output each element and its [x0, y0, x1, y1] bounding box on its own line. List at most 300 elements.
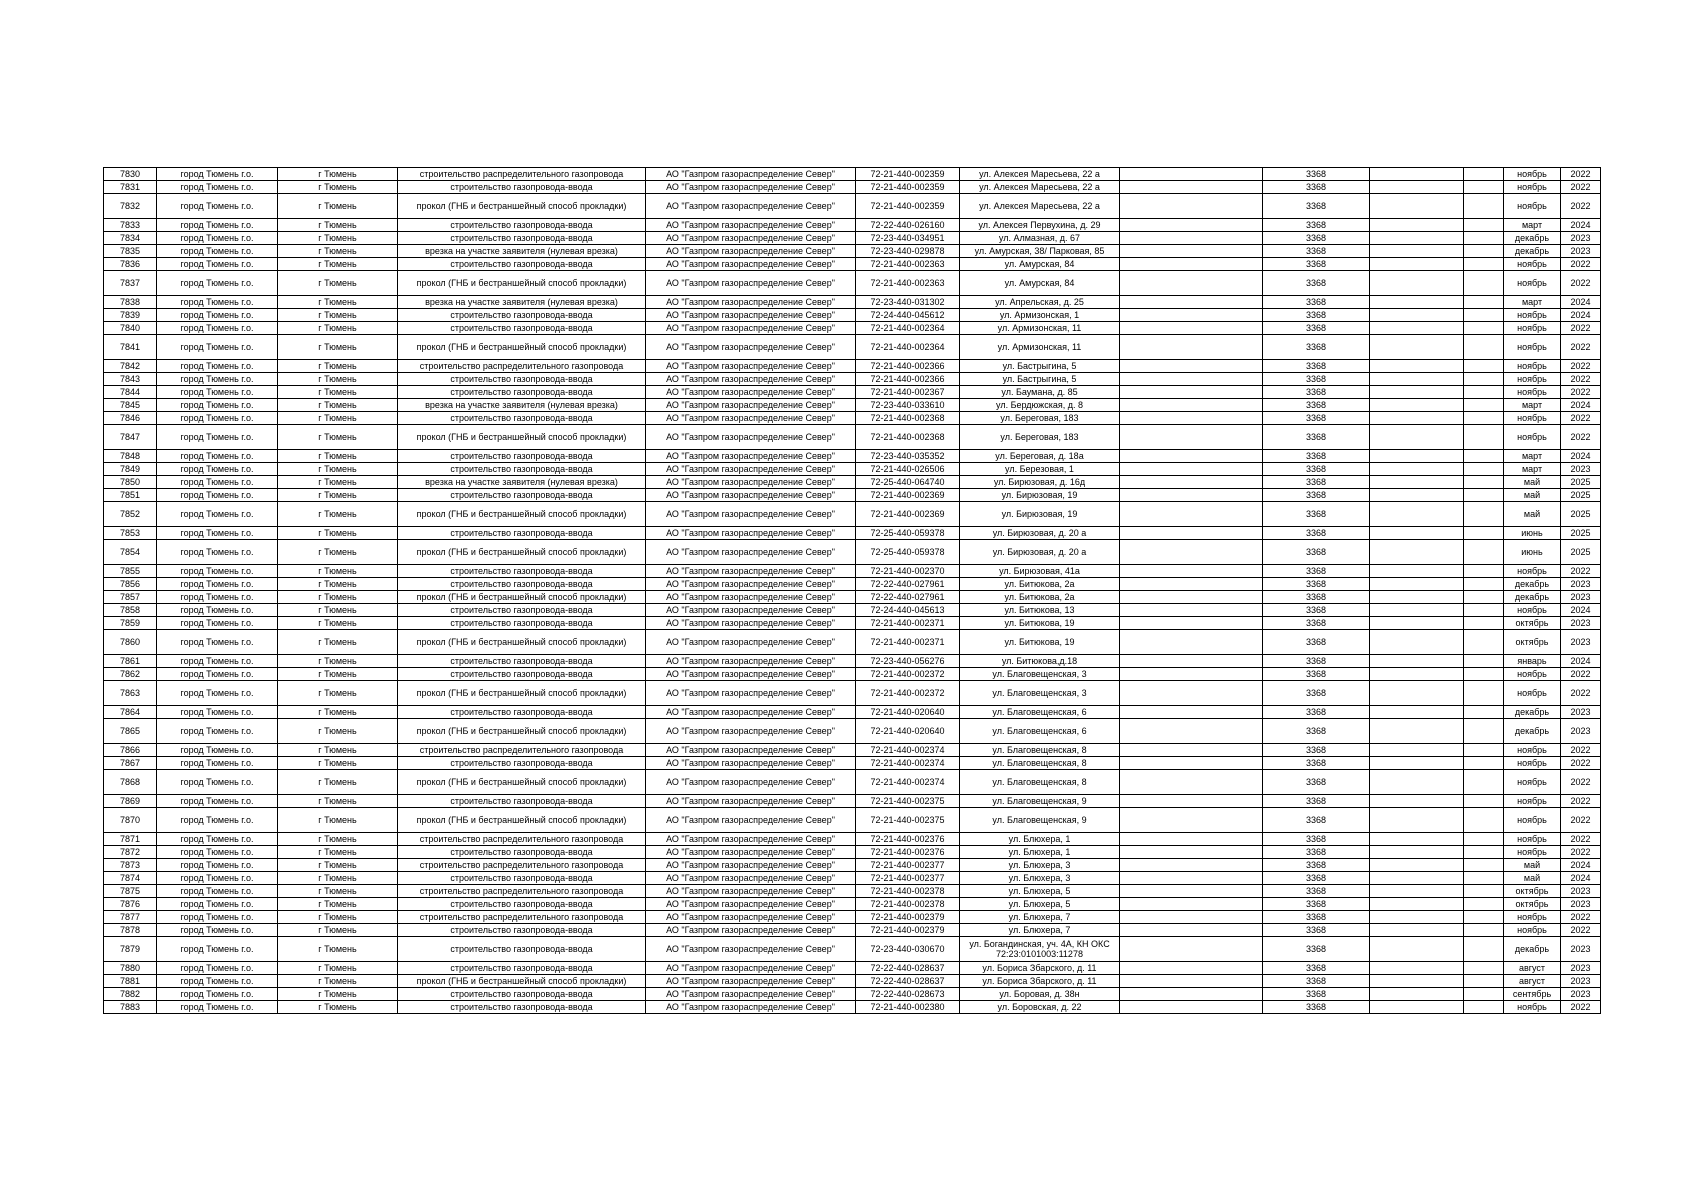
address-cell: ул. Благовещенская, 8	[960, 770, 1120, 795]
address-cell: ул. Амурская, 84	[960, 271, 1120, 296]
municipality-cell: город Тюмень г.о.	[157, 975, 278, 988]
municipality-cell: город Тюмень г.о.	[157, 630, 278, 655]
data-table	[103, 167, 1601, 1014]
table-row	[104, 706, 1601, 719]
empty-cell	[1120, 795, 1263, 808]
object-code-cell: 72-21-440-002371	[856, 630, 960, 655]
region-code-cell: 3368	[1263, 975, 1370, 988]
region-code-cell: 3368	[1263, 360, 1370, 373]
empty-cell	[1464, 795, 1504, 808]
region-code-cell: 3368	[1263, 591, 1370, 604]
empty-cell	[1370, 360, 1464, 373]
empty-cell	[1370, 271, 1464, 296]
work-type-cell: строительство газопровода-ввода	[398, 565, 646, 578]
table-row	[104, 833, 1601, 846]
year-cell: 2023	[1561, 706, 1601, 719]
municipality-cell: город Тюмень г.о.	[157, 911, 278, 924]
empty-cell	[1370, 578, 1464, 591]
organization-cell: АО "Газпром газораспределение Север"	[646, 770, 856, 795]
organization-cell: АО "Газпром газораспределение Север"	[646, 630, 856, 655]
empty-cell	[1120, 833, 1263, 846]
settlement-cell: г Тюмень	[278, 872, 398, 885]
table-row	[104, 425, 1601, 450]
work-type-cell: строительство газопровода-ввода	[398, 489, 646, 502]
work-type-cell: прокол (ГНБ и бестраншейный способ прокладки)	[398, 271, 646, 296]
year-cell: 2022	[1561, 258, 1601, 271]
empty-cell	[1464, 591, 1504, 604]
work-type-cell: строительство газопровода-ввода	[398, 258, 646, 271]
row-number-cell: 7850	[104, 476, 157, 489]
organization-cell: АО "Газпром газораспределение Север"	[646, 309, 856, 322]
empty-cell	[1120, 540, 1263, 565]
address-cell: ул. Блюхера, 1	[960, 833, 1120, 846]
table-row	[104, 271, 1601, 296]
row-number-cell: 7836	[104, 258, 157, 271]
empty-cell	[1464, 168, 1504, 181]
address-cell: ул. Алмазная, д. 67	[960, 232, 1120, 245]
empty-cell	[1370, 476, 1464, 489]
municipality-cell: город Тюмень г.о.	[157, 399, 278, 412]
organization-cell: АО "Газпром газораспределение Север"	[646, 924, 856, 937]
empty-cell	[1370, 194, 1464, 219]
year-cell: 2022	[1561, 181, 1601, 194]
table-row	[104, 181, 1601, 194]
work-type-cell: строительство газопровода-ввода	[398, 655, 646, 668]
settlement-cell: г Тюмень	[278, 335, 398, 360]
row-number-cell: 7839	[104, 309, 157, 322]
row-number-cell: 7831	[104, 181, 157, 194]
row-number-cell: 7835	[104, 245, 157, 258]
organization-cell: АО "Газпром газораспределение Север"	[646, 578, 856, 591]
empty-cell	[1120, 373, 1263, 386]
row-number-cell: 7873	[104, 859, 157, 872]
settlement-cell: г Тюмень	[278, 591, 398, 604]
empty-cell	[1120, 937, 1263, 962]
object-code-cell: 72-21-440-002377	[856, 859, 960, 872]
address-cell: ул. Бастрыгина, 5	[960, 373, 1120, 386]
work-type-cell: строительство газопровода-ввода	[398, 527, 646, 540]
empty-cell	[1120, 360, 1263, 373]
empty-cell	[1370, 911, 1464, 924]
work-type-cell: строительство газопровода-ввода	[398, 668, 646, 681]
empty-cell	[1370, 630, 1464, 655]
object-code-cell: 72-21-440-002369	[856, 489, 960, 502]
region-code-cell: 3368	[1263, 898, 1370, 911]
settlement-cell: г Тюмень	[278, 322, 398, 335]
empty-cell	[1464, 527, 1504, 540]
region-code-cell: 3368	[1263, 808, 1370, 833]
row-number-cell: 7874	[104, 872, 157, 885]
organization-cell: АО "Газпром газораспределение Север"	[646, 859, 856, 872]
work-type-cell: строительство газопровода-ввода	[398, 706, 646, 719]
table-row	[104, 322, 1601, 335]
empty-cell	[1370, 489, 1464, 502]
month-cell: ноябрь	[1504, 770, 1561, 795]
object-code-cell: 72-21-440-002376	[856, 833, 960, 846]
municipality-cell: город Тюмень г.о.	[157, 655, 278, 668]
address-cell: ул. Бирюзовая, д. 20 а	[960, 527, 1120, 540]
empty-cell	[1370, 975, 1464, 988]
municipality-cell: город Тюмень г.о.	[157, 565, 278, 578]
settlement-cell: г Тюмень	[278, 168, 398, 181]
object-code-cell: 72-21-440-002380	[856, 1001, 960, 1014]
organization-cell: АО "Газпром газораспределение Север"	[646, 795, 856, 808]
year-cell: 2025	[1561, 476, 1601, 489]
month-cell: ноябрь	[1504, 757, 1561, 770]
municipality-cell: город Тюмень г.о.	[157, 744, 278, 757]
row-number-cell: 7868	[104, 770, 157, 795]
month-cell: ноябрь	[1504, 1001, 1561, 1014]
row-number-cell: 7876	[104, 898, 157, 911]
table-row	[104, 463, 1601, 476]
row-number-cell: 7878	[104, 924, 157, 937]
table-row	[104, 578, 1601, 591]
object-code-cell: 72-23-440-035352	[856, 450, 960, 463]
year-cell: 2022	[1561, 846, 1601, 859]
empty-cell	[1120, 296, 1263, 309]
region-code-cell: 3368	[1263, 846, 1370, 859]
work-type-cell: врезка на участке заявителя (нулевая врезка)	[398, 245, 646, 258]
organization-cell: АО "Газпром газораспределение Север"	[646, 681, 856, 706]
object-code-cell: 72-21-440-002369	[856, 502, 960, 527]
empty-cell	[1370, 924, 1464, 937]
organization-cell: АО "Газпром газораспределение Север"	[646, 988, 856, 1001]
empty-cell	[1464, 937, 1504, 962]
work-type-cell: прокол (ГНБ и бестраншейный способ прокладки)	[398, 591, 646, 604]
organization-cell: АО "Газпром газораспределение Север"	[646, 425, 856, 450]
settlement-cell: г Тюмень	[278, 425, 398, 450]
table-row	[104, 937, 1601, 962]
empty-cell	[1370, 412, 1464, 425]
empty-cell	[1370, 168, 1464, 181]
address-cell: ул. Бирюзовая, д. 20 а	[960, 540, 1120, 565]
empty-cell	[1120, 181, 1263, 194]
empty-cell	[1370, 833, 1464, 846]
region-code-cell: 3368	[1263, 668, 1370, 681]
table-row	[104, 872, 1601, 885]
municipality-cell: город Тюмень г.о.	[157, 245, 278, 258]
empty-cell	[1120, 988, 1263, 1001]
settlement-cell: г Тюмень	[278, 604, 398, 617]
month-cell: ноябрь	[1504, 386, 1561, 399]
settlement-cell: г Тюмень	[278, 770, 398, 795]
municipality-cell: город Тюмень г.о.	[157, 859, 278, 872]
table-row	[104, 962, 1601, 975]
empty-cell	[1120, 168, 1263, 181]
object-code-cell: 72-21-440-002364	[856, 335, 960, 360]
municipality-cell: город Тюмень г.о.	[157, 194, 278, 219]
municipality-cell: город Тюмень г.о.	[157, 604, 278, 617]
year-cell: 2024	[1561, 309, 1601, 322]
year-cell: 2022	[1561, 668, 1601, 681]
organization-cell: АО "Газпром газораспределение Север"	[646, 296, 856, 309]
settlement-cell: г Тюмень	[278, 181, 398, 194]
settlement-cell: г Тюмень	[278, 681, 398, 706]
organization-cell: АО "Газпром газораспределение Север"	[646, 808, 856, 833]
settlement-cell: г Тюмень	[278, 450, 398, 463]
municipality-cell: город Тюмень г.о.	[157, 322, 278, 335]
settlement-cell: г Тюмень	[278, 194, 398, 219]
region-code-cell: 3368	[1263, 219, 1370, 232]
organization-cell: АО "Газпром газораспределение Север"	[646, 386, 856, 399]
table-row	[104, 245, 1601, 258]
month-cell: ноябрь	[1504, 604, 1561, 617]
empty-cell	[1120, 668, 1263, 681]
row-number-cell: 7841	[104, 335, 157, 360]
empty-cell	[1120, 578, 1263, 591]
work-type-cell: врезка на участке заявителя (нулевая врезка)	[398, 399, 646, 412]
object-code-cell: 72-21-440-002364	[856, 322, 960, 335]
object-code-cell: 72-25-440-059378	[856, 527, 960, 540]
object-code-cell: 72-23-440-029878	[856, 245, 960, 258]
table-row	[104, 194, 1601, 219]
empty-cell	[1464, 271, 1504, 296]
organization-cell: АО "Газпром газораспределение Север"	[646, 872, 856, 885]
year-cell: 2022	[1561, 386, 1601, 399]
year-cell: 2024	[1561, 604, 1601, 617]
row-number-cell: 7855	[104, 565, 157, 578]
organization-cell: АО "Газпром газораспределение Север"	[646, 450, 856, 463]
row-number-cell: 7861	[104, 655, 157, 668]
object-code-cell: 72-21-440-002368	[856, 412, 960, 425]
month-cell: май	[1504, 859, 1561, 872]
table-row	[104, 808, 1601, 833]
object-code-cell: 72-21-440-002359	[856, 181, 960, 194]
empty-cell	[1370, 386, 1464, 399]
year-cell: 2022	[1561, 335, 1601, 360]
empty-cell	[1370, 770, 1464, 795]
empty-cell	[1464, 540, 1504, 565]
year-cell: 2024	[1561, 399, 1601, 412]
settlement-cell: г Тюмень	[278, 373, 398, 386]
municipality-cell: город Тюмень г.о.	[157, 833, 278, 846]
address-cell: ул. Блюхера, 5	[960, 898, 1120, 911]
region-code-cell: 3368	[1263, 194, 1370, 219]
object-code-cell: 72-22-440-028673	[856, 988, 960, 1001]
year-cell: 2022	[1561, 373, 1601, 386]
month-cell: ноябрь	[1504, 271, 1561, 296]
row-number-cell: 7862	[104, 668, 157, 681]
empty-cell	[1464, 859, 1504, 872]
work-type-cell: прокол (ГНБ и бестраншейный способ прокладки)	[398, 540, 646, 565]
year-cell: 2022	[1561, 924, 1601, 937]
settlement-cell: г Тюмень	[278, 630, 398, 655]
organization-cell: АО "Газпром газораспределение Север"	[646, 617, 856, 630]
organization-cell: АО "Газпром газораспределение Север"	[646, 668, 856, 681]
row-number-cell: 7845	[104, 399, 157, 412]
region-code-cell: 3368	[1263, 1001, 1370, 1014]
year-cell: 2022	[1561, 322, 1601, 335]
month-cell: октябрь	[1504, 630, 1561, 655]
region-code-cell: 3368	[1263, 681, 1370, 706]
municipality-cell: город Тюмень г.о.	[157, 937, 278, 962]
year-cell: 2023	[1561, 630, 1601, 655]
work-type-cell: строительство газопровода-ввода	[398, 937, 646, 962]
empty-cell	[1370, 885, 1464, 898]
object-code-cell: 72-21-440-002374	[856, 770, 960, 795]
settlement-cell: г Тюмень	[278, 808, 398, 833]
table-row	[104, 232, 1601, 245]
work-type-cell: строительство газопровода-ввода	[398, 962, 646, 975]
row-number-cell: 7872	[104, 846, 157, 859]
region-code-cell: 3368	[1263, 885, 1370, 898]
empty-cell	[1464, 476, 1504, 489]
empty-cell	[1120, 911, 1263, 924]
object-code-cell: 72-21-440-002370	[856, 565, 960, 578]
municipality-cell: город Тюмень г.о.	[157, 872, 278, 885]
region-code-cell: 3368	[1263, 655, 1370, 668]
month-cell: май	[1504, 489, 1561, 502]
table-row	[104, 258, 1601, 271]
row-number-cell: 7870	[104, 808, 157, 833]
month-cell: март	[1504, 450, 1561, 463]
settlement-cell: г Тюмень	[278, 245, 398, 258]
organization-cell: АО "Газпром газораспределение Север"	[646, 322, 856, 335]
year-cell: 2023	[1561, 937, 1601, 962]
organization-cell: АО "Газпром газораспределение Север"	[646, 476, 856, 489]
empty-cell	[1464, 924, 1504, 937]
settlement-cell: г Тюмень	[278, 846, 398, 859]
object-code-cell: 72-22-440-028637	[856, 975, 960, 988]
month-cell: сентябрь	[1504, 988, 1561, 1001]
row-number-cell: 7882	[104, 988, 157, 1001]
organization-cell: АО "Газпром газораспределение Север"	[646, 898, 856, 911]
municipality-cell: город Тюмень г.о.	[157, 502, 278, 527]
work-type-cell: строительство газопровода-ввода	[398, 322, 646, 335]
organization-cell: АО "Газпром газораспределение Север"	[646, 168, 856, 181]
settlement-cell: г Тюмень	[278, 578, 398, 591]
year-cell: 2023	[1561, 245, 1601, 258]
work-type-cell: прокол (ГНБ и бестраншейный способ прокладки)	[398, 719, 646, 744]
region-code-cell: 3368	[1263, 181, 1370, 194]
municipality-cell: город Тюмень г.о.	[157, 681, 278, 706]
row-number-cell: 7843	[104, 373, 157, 386]
empty-cell	[1370, 617, 1464, 630]
work-type-cell: врезка на участке заявителя (нулевая врезка)	[398, 476, 646, 489]
organization-cell: АО "Газпром газораспределение Север"	[646, 360, 856, 373]
municipality-cell: город Тюмень г.о.	[157, 296, 278, 309]
month-cell: ноябрь	[1504, 335, 1561, 360]
address-cell: ул. Благовещенская, 3	[960, 668, 1120, 681]
empty-cell	[1120, 489, 1263, 502]
month-cell: ноябрь	[1504, 360, 1561, 373]
table-row	[104, 565, 1601, 578]
work-type-cell: прокол (ГНБ и бестраншейный способ прокладки)	[398, 194, 646, 219]
work-type-cell: строительство газопровода-ввода	[398, 988, 646, 1001]
row-number-cell: 7875	[104, 885, 157, 898]
year-cell: 2022	[1561, 360, 1601, 373]
empty-cell	[1120, 757, 1263, 770]
year-cell: 2022	[1561, 757, 1601, 770]
month-cell: октябрь	[1504, 617, 1561, 630]
municipality-cell: город Тюмень г.о.	[157, 1001, 278, 1014]
settlement-cell: г Тюмень	[278, 988, 398, 1001]
address-cell: ул. Богандинская, уч. 4А, КН ОКС 72:23:0101003:11278	[960, 937, 1120, 962]
object-code-cell: 72-22-440-028637	[856, 962, 960, 975]
empty-cell	[1464, 668, 1504, 681]
region-code-cell: 3368	[1263, 937, 1370, 962]
region-code-cell: 3368	[1263, 399, 1370, 412]
table-row	[104, 540, 1601, 565]
work-type-cell: строительство газопровода-ввода	[398, 617, 646, 630]
address-cell: ул. Амурская, 84	[960, 258, 1120, 271]
month-cell: август	[1504, 975, 1561, 988]
region-code-cell: 3368	[1263, 322, 1370, 335]
year-cell: 2022	[1561, 911, 1601, 924]
month-cell: октябрь	[1504, 885, 1561, 898]
empty-cell	[1120, 565, 1263, 578]
region-code-cell: 3368	[1263, 988, 1370, 1001]
table-row	[104, 795, 1601, 808]
month-cell: март	[1504, 219, 1561, 232]
empty-cell	[1464, 719, 1504, 744]
empty-cell	[1370, 425, 1464, 450]
table-row	[104, 770, 1601, 795]
work-type-cell: строительство распределительного газопровода	[398, 911, 646, 924]
object-code-cell: 72-23-440-031302	[856, 296, 960, 309]
empty-cell	[1464, 988, 1504, 1001]
table-row	[104, 975, 1601, 988]
month-cell: ноябрь	[1504, 425, 1561, 450]
row-number-cell: 7879	[104, 937, 157, 962]
work-type-cell: прокол (ГНБ и бестраншейный способ прокладки)	[398, 681, 646, 706]
empty-cell	[1464, 630, 1504, 655]
table-row	[104, 911, 1601, 924]
object-code-cell: 72-21-440-002378	[856, 885, 960, 898]
row-number-cell: 7840	[104, 322, 157, 335]
empty-cell	[1370, 962, 1464, 975]
row-number-cell: 7857	[104, 591, 157, 604]
municipality-cell: город Тюмень г.о.	[157, 360, 278, 373]
empty-cell	[1464, 412, 1504, 425]
empty-cell	[1370, 335, 1464, 360]
row-number-cell: 7833	[104, 219, 157, 232]
table-row	[104, 757, 1601, 770]
object-code-cell: 72-21-440-002363	[856, 271, 960, 296]
settlement-cell: г Тюмень	[278, 719, 398, 744]
address-cell: ул. Бирюзовая, 19	[960, 489, 1120, 502]
month-cell: ноябрь	[1504, 258, 1561, 271]
municipality-cell: город Тюмень г.о.	[157, 706, 278, 719]
empty-cell	[1120, 322, 1263, 335]
work-type-cell: прокол (ГНБ и бестраншейный способ прокладки)	[398, 770, 646, 795]
empty-cell	[1120, 706, 1263, 719]
municipality-cell: город Тюмень г.о.	[157, 795, 278, 808]
work-type-cell: строительство распределительного газопровода	[398, 833, 646, 846]
organization-cell: АО "Газпром газораспределение Север"	[646, 744, 856, 757]
address-cell: ул. Бирюзовая, 19	[960, 502, 1120, 527]
month-cell: октябрь	[1504, 898, 1561, 911]
region-code-cell: 3368	[1263, 962, 1370, 975]
settlement-cell: г Тюмень	[278, 489, 398, 502]
row-number-cell: 7847	[104, 425, 157, 450]
empty-cell	[1120, 502, 1263, 527]
year-cell: 2024	[1561, 859, 1601, 872]
empty-cell	[1120, 232, 1263, 245]
month-cell: ноябрь	[1504, 181, 1561, 194]
month-cell: август	[1504, 962, 1561, 975]
address-cell: ул. Блюхера, 3	[960, 859, 1120, 872]
object-code-cell: 72-21-440-002372	[856, 668, 960, 681]
empty-cell	[1370, 258, 1464, 271]
settlement-cell: г Тюмень	[278, 463, 398, 476]
region-code-cell: 3368	[1263, 719, 1370, 744]
year-cell: 2022	[1561, 833, 1601, 846]
address-cell: ул. Благовещенская, 9	[960, 808, 1120, 833]
municipality-cell: город Тюмень г.о.	[157, 412, 278, 425]
work-type-cell: строительство газопровода-ввода	[398, 924, 646, 937]
address-cell: ул. Блюхера, 1	[960, 846, 1120, 859]
